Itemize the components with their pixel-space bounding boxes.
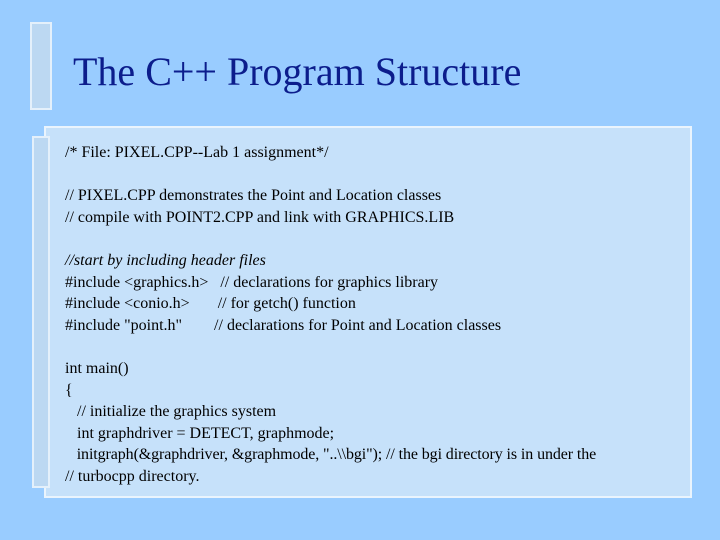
code-listing [65, 142, 685, 488]
code-line-graphdriver: int graphdriver = DETECT, graphmode; [65, 424, 335, 442]
slide-title: The C++ Program Structure [73, 49, 522, 94]
code-line-demo-comment: // PIXEL.CPP demonstrates the Point and Location classes [65, 187, 442, 205]
code-line-include-graphics: #include <graphics.h> // declarations for graphics library [65, 273, 439, 291]
title-accent-bar [30, 22, 52, 110]
code-line-file-comment: /* File: PIXEL.CPP--Lab 1 assignment*/ [65, 144, 329, 161]
code-accent-bar [32, 136, 50, 488]
code-line-include-conio: #include <conio.h> // for getch() function [65, 295, 356, 313]
code-line-init-comment: // initialize the graphics system [65, 403, 277, 421]
code-line-include-point: #include "point.h" // declarations for Point and Location classes [65, 316, 502, 334]
code-line-turbocpp-comment: // turbocpp directory. [65, 467, 200, 485]
code-line-include-comment: //start by including header files [65, 251, 266, 269]
code-blank-line [65, 228, 685, 250]
code-line-open-brace: { [65, 381, 73, 399]
code-line-main: int main() [65, 359, 129, 377]
code-line-initgraph: initgraph(&graphdriver, &graphmode, "..\\bgi"); // the bgi directory is in under the [65, 446, 597, 464]
code-blank-line [65, 336, 685, 358]
code-line-compile-comment: // compile with POINT2.CPP and link with GRAPHICS.LIB [65, 208, 455, 226]
code-blank-line [65, 164, 685, 186]
